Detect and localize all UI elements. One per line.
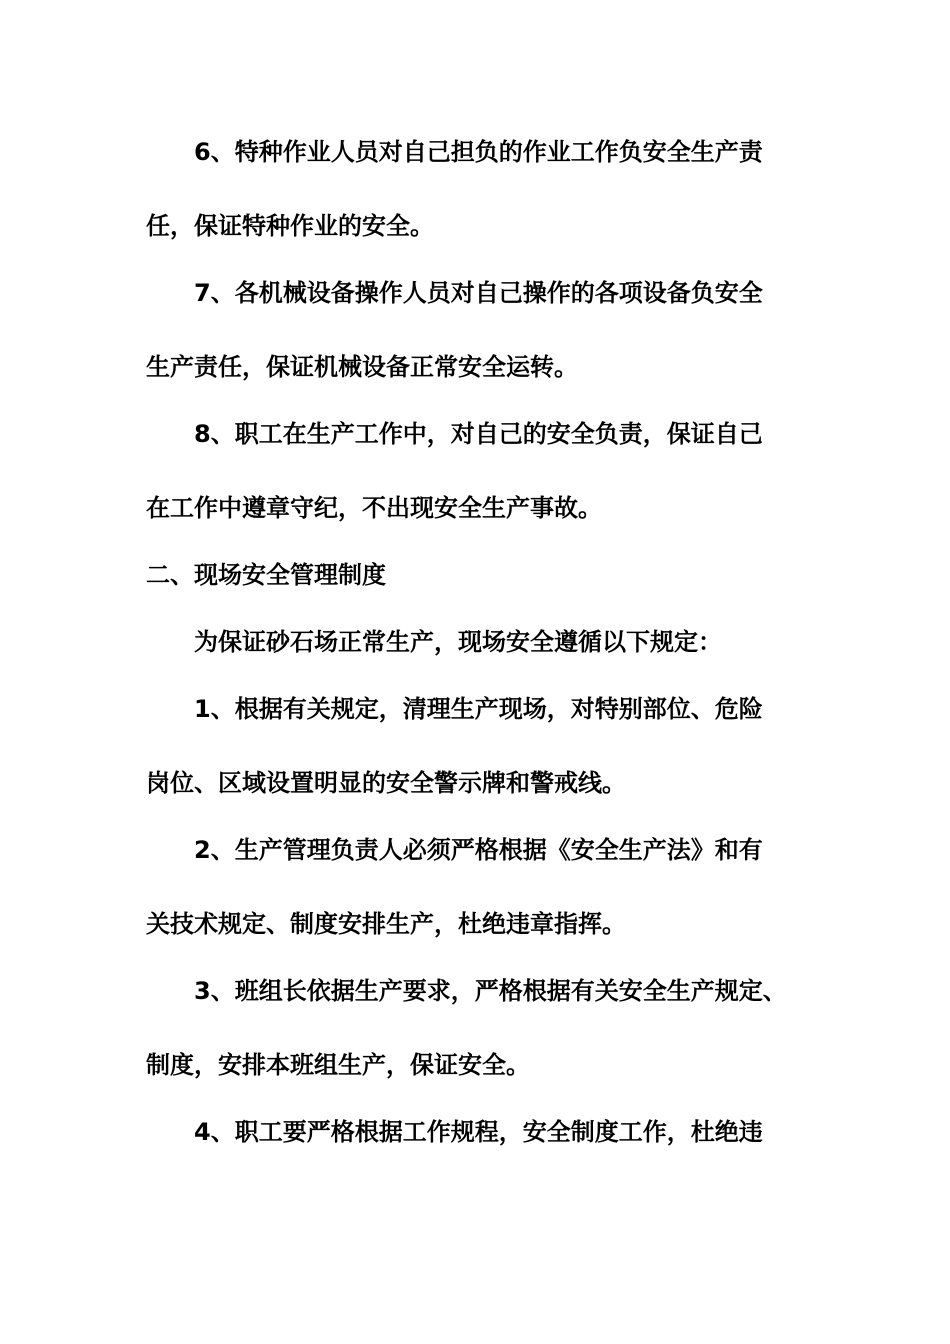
- paragraph-6-line-1: 6、特种作业人员对自己担负的作业工作负安全生产责: [194, 138, 763, 166]
- rule-1-line-1: 1、根据有关规定，清理生产现场，对特别部位、危险: [194, 695, 763, 723]
- paragraph-8-line-2: 在工作中遵章守纪，不出现安全生产事故。: [146, 494, 602, 522]
- paragraph-7-line-2: 生产责任，保证机械设备正常安全运转。: [146, 353, 578, 381]
- section-heading: 二、现场安全管理制度: [146, 561, 386, 589]
- rule-3-line-2: 制度，安排本班组生产，保证安全。: [146, 1051, 530, 1079]
- rule-3-line-1: 3、班组长依据生产要求，严格根据有关安全生产规定、: [194, 977, 787, 1005]
- rule-2-line-1: 2、生产管理负责人必须严格根据《安全生产法》和有: [194, 836, 763, 864]
- section-intro: 为保证砂石场正常生产，现场安全遵循以下规定：: [194, 628, 722, 656]
- paragraph-7-line-1: 7、各机械设备操作人员对自己操作的各项设备负安全: [194, 279, 763, 307]
- rule-4-line-1: 4、职工要严格根据工作规程，安全制度工作，杜绝违: [194, 1118, 763, 1146]
- paragraph-8-line-1: 8、职工在生产工作中，对自己的安全负责，保证自己: [194, 420, 763, 448]
- rule-2-line-2: 关技术规定、制度安排生产，杜绝违章指挥。: [146, 910, 626, 938]
- paragraph-6-line-2: 任，保证特种作业的安全。: [146, 212, 434, 240]
- rule-1-line-2: 岗位、区域设置明显的安全警示牌和警戒线。: [146, 769, 626, 797]
